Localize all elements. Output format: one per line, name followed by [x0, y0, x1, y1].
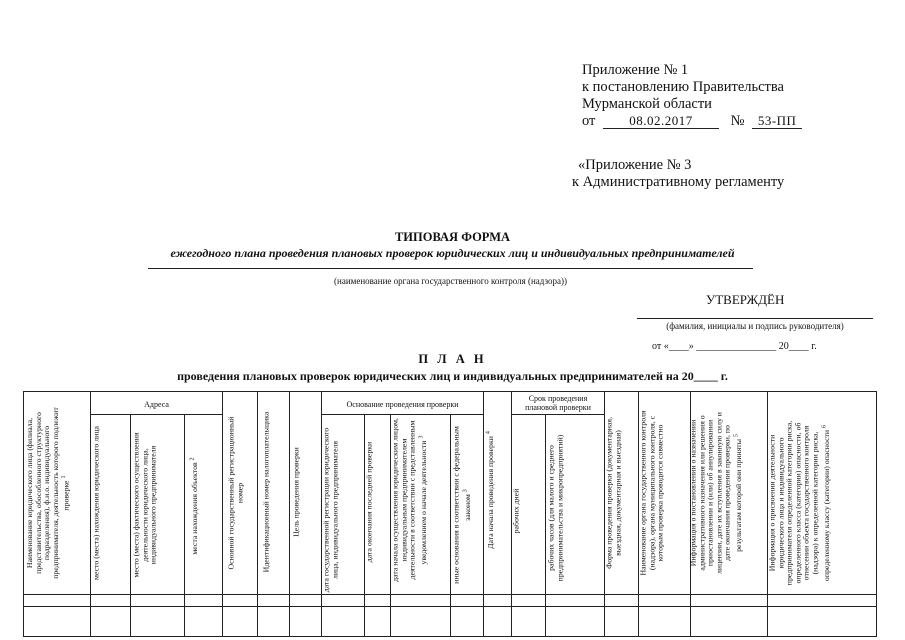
- col-actual-address: место (места) фактического осуществления деятельности юридического лица, индивидуального предпринимателя: [131, 432, 158, 578]
- appendix-line2: к постановлению Правительства: [582, 79, 784, 95]
- decree-date: 08.02.2017: [603, 114, 719, 129]
- appendix3-line1: «Приложение № 3: [578, 157, 692, 173]
- from-label: от: [582, 113, 596, 129]
- col-entity-name: Наименование юридического лица (филиала, представительства, обособленного структурного подразделения), ф.и.о. индивидуального предпринимателя, деятельность которого подлежит проверке $^1$: [25, 407, 71, 579]
- group-term-header: Срок проведения плановой проверки: [525, 394, 591, 412]
- decree-number: 53-ПП: [752, 114, 802, 129]
- col-objects-address: места нахождения объектов $^2$: [189, 457, 200, 555]
- col-other-grounds: иные основания в соответствии с федеральным законом $^3$: [451, 426, 472, 584]
- approved-label: УТВЕРЖДЁН: [706, 292, 785, 307]
- col-last-inspection-end: дата окончания последней проверки: [364, 441, 374, 563]
- col-activity-start: дата начала осуществления юридическим лицом, индивидуальным предпринимателем деятельности в соответствии с представленным уведомлением о начале деятельности $^3$: [390, 418, 428, 582]
- signature-caption: (фамилия, инициалы и подпись руководителя): [666, 321, 844, 331]
- appendix3-line2: к Административному регламенту: [572, 174, 785, 190]
- col-risk-category-info: Информация о присвоении деятельности юридического лица и индивидуального предпринимателя определенной категории риска, определенного класса (категории) опасности, об отнесении объекта государственного контроля (надзора) к определенной категории риска, определенному классу (категории) опасности $^6$: [767, 420, 831, 586]
- organ-caption: (наименование органа государственного контроля (надзора)): [334, 276, 567, 286]
- number-label: №: [730, 113, 745, 129]
- plan-subtitle: проведения плановых проверок юридических лиц и индивидуальных предпринимателей на 20____ г.: [177, 369, 728, 383]
- col-penalty-info: Информация о постановлении о назначении административного назначения или решения о приостановлении и (или) об аннулировании лицензии, дате их вступления в законную силу и дате окончания проведения проверки, по результатам которой они приняты $^5$: [688, 412, 744, 574]
- col-joint-authority: Наименование органа государственного контроля (надзора), органа муниципального контроля, с которым проверка проводится совместно: [638, 410, 665, 576]
- col-working-hours: рабочих часов (для малого и среднего предпринимательства и микропредприятий): [546, 434, 565, 582]
- col-registration-date: дата государственной регистрации юридического лица, индивидуального предпринимателя: [321, 427, 340, 593]
- col-inspection-purpose: Цель проведения проверки: [291, 447, 301, 537]
- approval-date-line: от «____» ________________ 20____ г.: [652, 341, 817, 352]
- group-address-header: Адреса: [144, 400, 169, 409]
- group-basis-header: Основание проведения проверки: [346, 400, 459, 409]
- form-title: ТИПОВАЯ ФОРМА: [394, 230, 511, 244]
- appendix-line1: Приложение № 1: [582, 62, 689, 78]
- plan-title: П Л А Н: [418, 352, 487, 366]
- col-inspection-start-date: Дата начала проведения проверки $^4$: [485, 431, 496, 549]
- col-inn: Идентификационный номер налогоплательщика: [261, 411, 271, 573]
- col-inspection-form: Форма проведения проверки (документарная, выездная, документарная и выездная): [604, 417, 623, 569]
- col-ogrn: Основной государственный регистрационный номер: [226, 416, 245, 570]
- col-working-days: рабочих дней: [511, 488, 521, 534]
- col-legal-address: место (места) нахождения юридического лица: [91, 426, 101, 580]
- form-subtitle: ежегодного плана проведения плановых проверок юридических лиц и индивидуальных предпринимателей: [170, 246, 735, 260]
- appendix-line3: Мурманской области: [582, 96, 712, 112]
